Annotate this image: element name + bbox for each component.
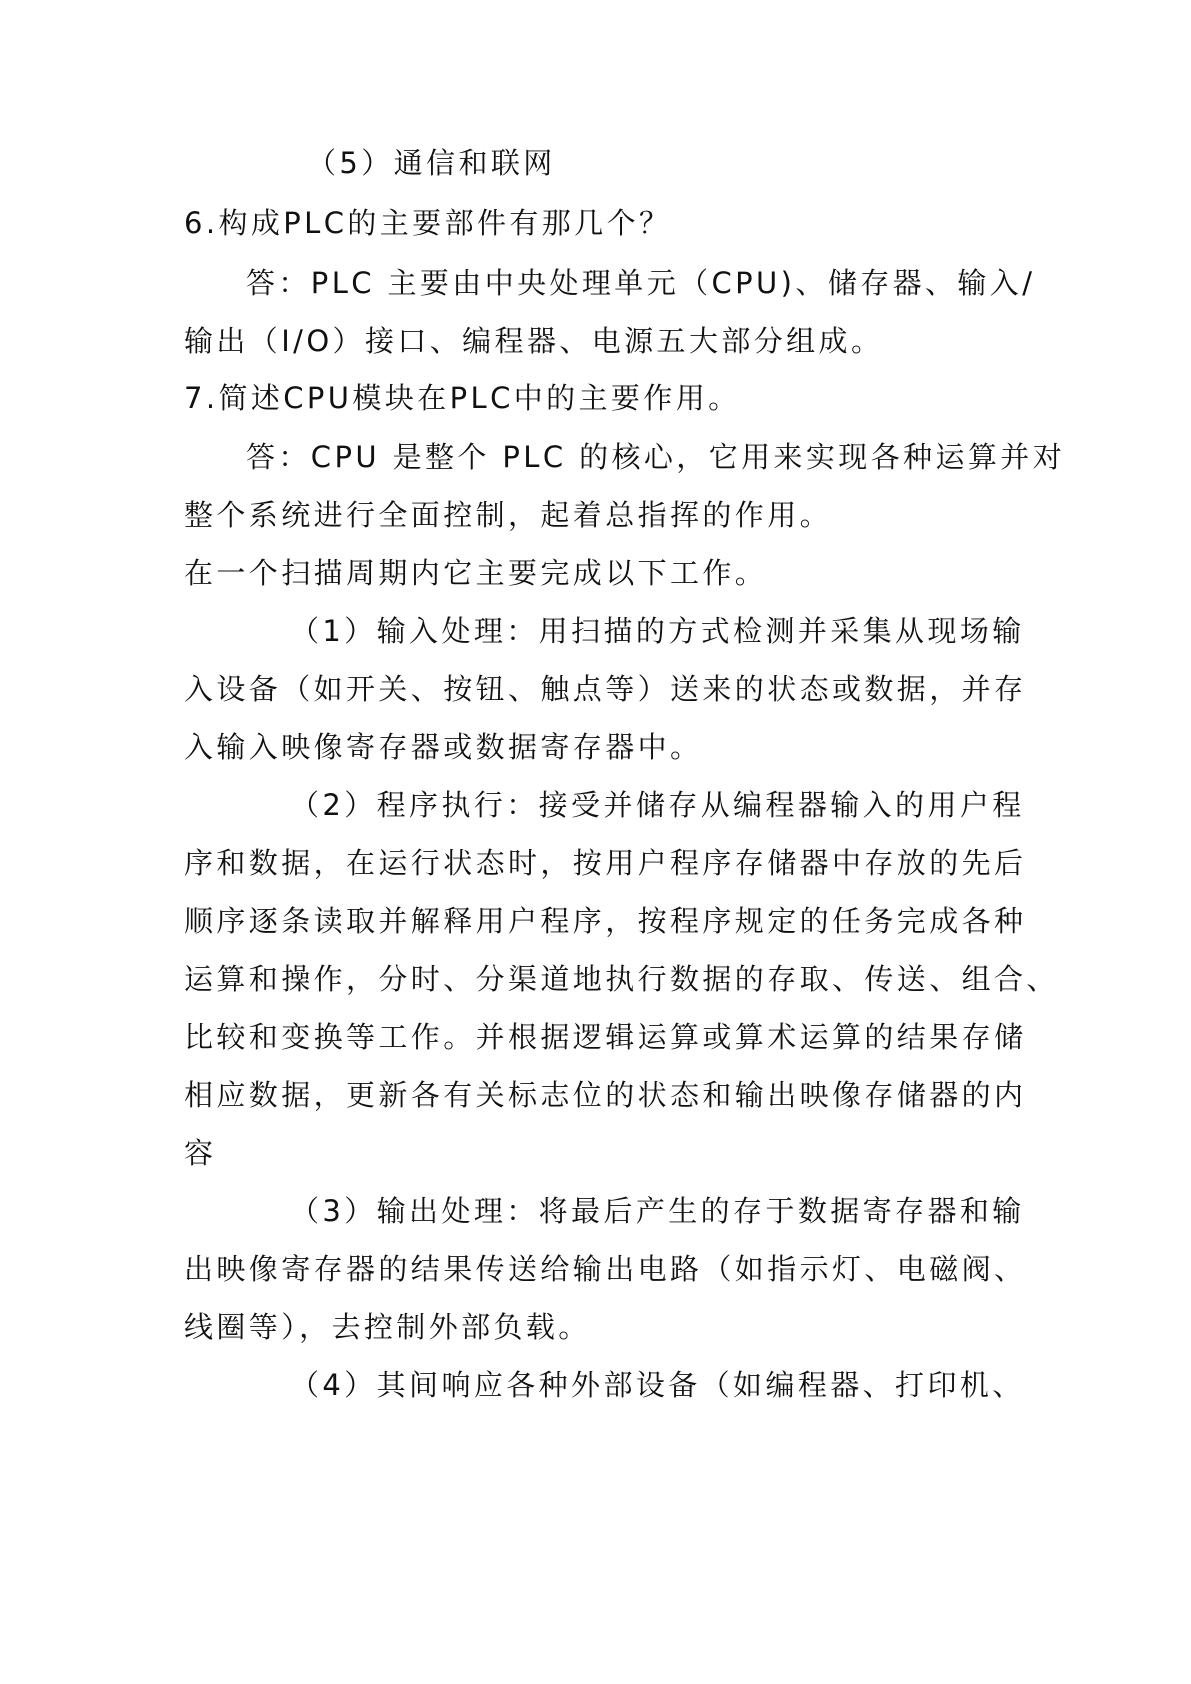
program-execution-line-3: 顺序逐条读取并解释用户程序，按程序规定的任务完成各种 bbox=[184, 904, 1027, 938]
answer-6-line-1: 答：PLC 主要由中央处理单元（CPU)、储存器、输入/ bbox=[246, 266, 1036, 300]
output-processing-line-3: 线圈等），去控制外部负载。 bbox=[184, 1310, 591, 1344]
item-5-communication: （5）通信和联网 bbox=[307, 146, 556, 180]
answer-6-line-2: 输出（I/O）接口、编程器、电源五大部分组成。 bbox=[184, 324, 884, 358]
program-execution-line-7: 容 bbox=[184, 1136, 217, 1170]
scan-cycle-intro: 在一个扫描周期内它主要完成以下工作。 bbox=[184, 556, 768, 590]
answer-7-line-1: 答：CPU 是整个 PLC 的核心，它用来实现各种运算并对 bbox=[246, 440, 1066, 474]
program-execution-line-5: 比较和变换等工作。并根据逻辑运算或算术运算的结果存储 bbox=[184, 1020, 1027, 1054]
program-execution-line-1: （2）程序执行：接受并储存从编程器输入的用户程 bbox=[290, 788, 1025, 822]
input-processing-line-1: （1）输入处理：用扫描的方式检测并采集从现场输 bbox=[290, 614, 1025, 648]
question-6: 6.构成PLC的主要部件有那几个？ bbox=[184, 206, 672, 240]
program-execution-line-2: 序和数据，在运行状态时，按用户程序存储器中存放的先后 bbox=[184, 846, 1027, 880]
external-devices-line-1: （4）其间响应各种外部设备（如编程器、打印机、 bbox=[290, 1368, 1025, 1402]
program-execution-line-4: 运算和操作，分时、分渠道地执行数据的存取、传送、组合、 bbox=[184, 962, 1059, 996]
output-processing-line-1: （3）输出处理：将最后产生的存于数据寄存器和输 bbox=[290, 1194, 1025, 1228]
input-processing-line-2: 入设备（如开关、按钮、触点等）送来的状态或数据，并存 bbox=[184, 672, 1027, 706]
output-processing-line-2: 出映像寄存器的结果传送给输出电路（如指示灯、电磁阀、 bbox=[184, 1252, 1027, 1286]
input-processing-line-3: 入输入映像寄存器或数据寄存器中。 bbox=[184, 730, 703, 764]
answer-7-line-2: 整个系统进行全面控制，起着总指挥的作用。 bbox=[184, 498, 833, 532]
program-execution-line-6: 相应数据，更新各有关标志位的状态和输出映像存储器的内 bbox=[184, 1078, 1027, 1112]
question-7: 7.简述CPU模块在PLC中的主要作用。 bbox=[184, 381, 741, 415]
